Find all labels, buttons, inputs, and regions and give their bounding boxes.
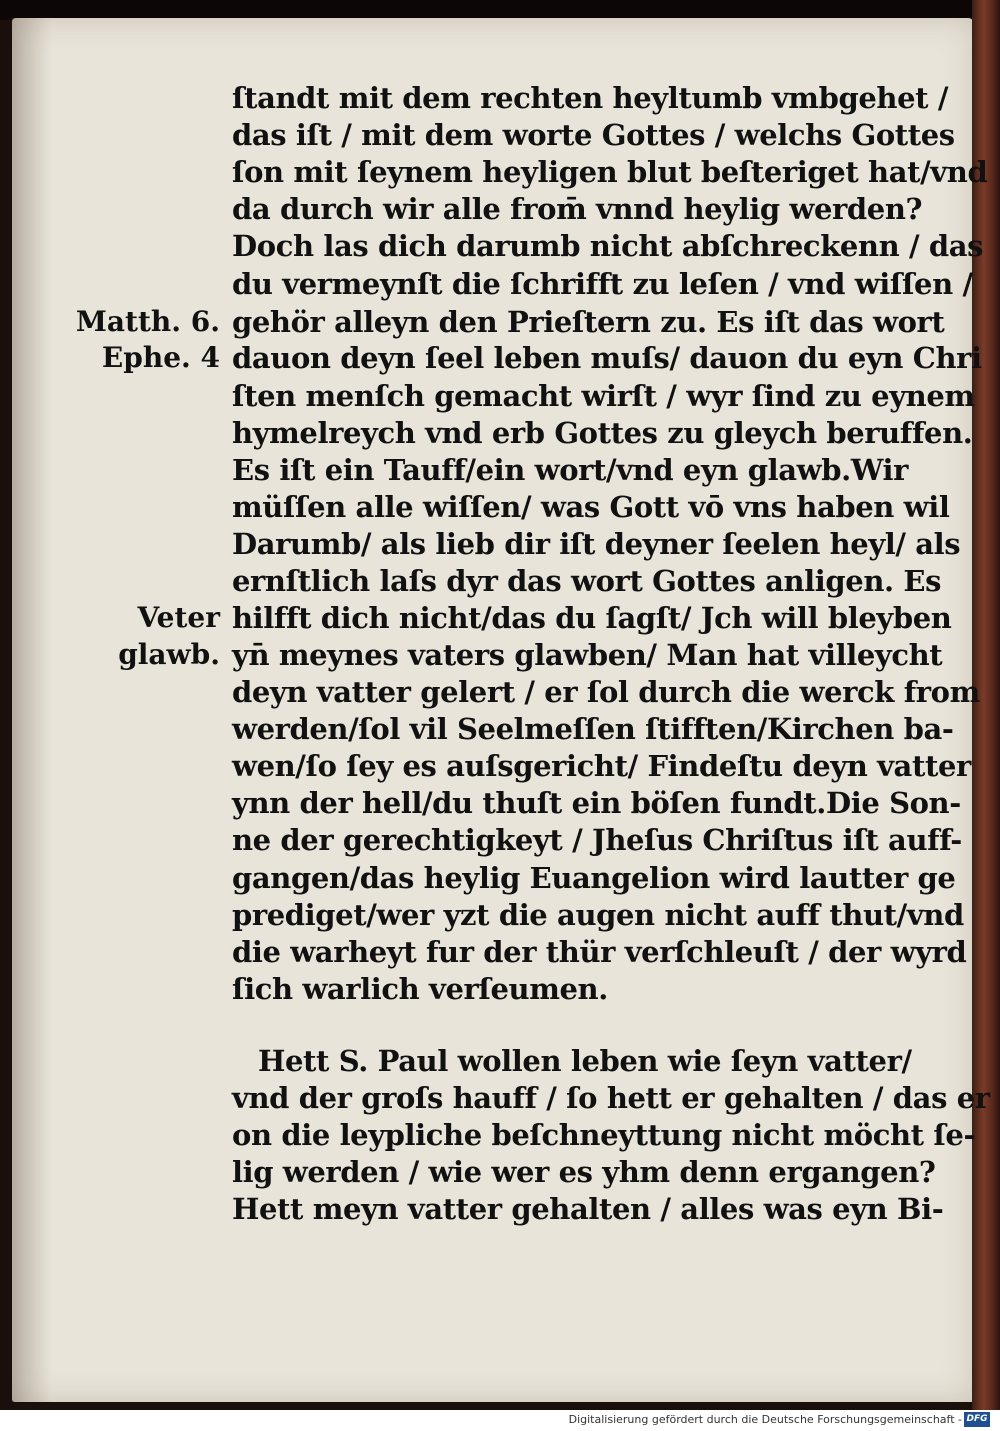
text-line: Darumb/ als lieb dir iſt deyner ſeelen heyl/ als (232, 527, 961, 561)
text-line: lig werden / wie wer es yhm denn ergangen? (232, 1155, 936, 1189)
margin-note-glawb: glawb. (118, 638, 220, 671)
text-line: ſon mit ſeynem heyligen blut beſteriget hat/vnd (232, 155, 988, 189)
text-line: yn̄ meynes vaters glawben/ Man hat villeycht (232, 638, 943, 672)
margin-note-ephe: Ephe. 4 (101, 341, 220, 374)
text-line: ynn der hell/du thuſt ein böſen fundt.Die Son- (232, 786, 961, 820)
text-line: ernſtlich laſs dyr das wort Gottes anligen. Es (232, 564, 942, 598)
text-line: müſſen alle wiſſen/ was Gott vō vns haben wil (232, 490, 950, 524)
text-line: Es iſt ein Tauff/ein wort/vnd eyn glawb.Wir (232, 453, 908, 487)
text-line: hymelreych vnd erb Gottes zu gleych beruffen. (232, 416, 973, 450)
text-line: on die leypliche beſchneyttung nicht möcht ſe- (232, 1118, 976, 1152)
text-line: Doch las dich darumb nicht abſchreckenn / das (232, 229, 984, 263)
text-line: das iſt / mit dem worte Gottes / welchs Gottes (232, 118, 955, 152)
text-line: da durch wir alle from̄ vnnd heylig werden? (232, 192, 923, 226)
text-line: deyn vatter gelert / er ſol durch die werck from (232, 675, 980, 709)
text-line: dauon deyn ſeel leben muſs/ dauon du eyn Chri (232, 341, 982, 375)
text-line: ſten menſch gemacht wirſt / wyr ſind zu eynem (232, 379, 975, 413)
text-line: gangen/das heylig Euangelion wird lautter ge (232, 861, 956, 895)
paper-gutter-shade (12, 18, 52, 1402)
text-line: vnd der groſs hauff / ſo hett er gehalten / das er (232, 1081, 990, 1115)
text-line: Hett meyn vatter gehalten / alles was eyn Bi- (232, 1192, 944, 1226)
text-line: prediget/wer yzt die augen nicht auff thut/vnd (232, 898, 964, 932)
text-line: wen/ſo ſey es auſsgericht/ Findeſtu deyn vatter (232, 749, 971, 783)
text-line: ne der gerechtigkeyt / Jheſus Chriſtus iſt auff- (232, 823, 962, 857)
text-line: hilfft dich nicht/das du ſagſt/ Jch will bleyben (232, 601, 952, 635)
text-line: du vermeynſt die ſchrifft zu leſen / vnd wiſſen / (232, 267, 973, 301)
text-line: die warheyt fur der thür verſchleuſt / der wyrd (232, 935, 967, 969)
margin-note-veter: Veter (137, 601, 220, 634)
text-line: ſich warlich verſeumen. (232, 972, 608, 1006)
text-line: gehör alleyn den Prieſtern zu. Es iſt das wort (232, 305, 945, 339)
funding-credit: Digitalisierung gefördert durch die Deutsche Forschungsgemeinschaft - (568, 1413, 962, 1426)
text-line: werden/ſol vil Seelmeſſen ſtifften/Kirchen ba- (232, 712, 954, 746)
text-line: ſtandt mit dem rechten heyltumb vmbgehet / (232, 81, 949, 115)
scan-top-edge (0, 0, 1000, 20)
margin-note-matth: Matth. 6. (75, 305, 220, 338)
dfg-logo-icon: DFG (964, 1412, 990, 1427)
text-line: Hett S. Paul wollen leben wie ſeyn vatter/ (258, 1044, 912, 1078)
footer-bar (0, 1410, 1000, 1431)
